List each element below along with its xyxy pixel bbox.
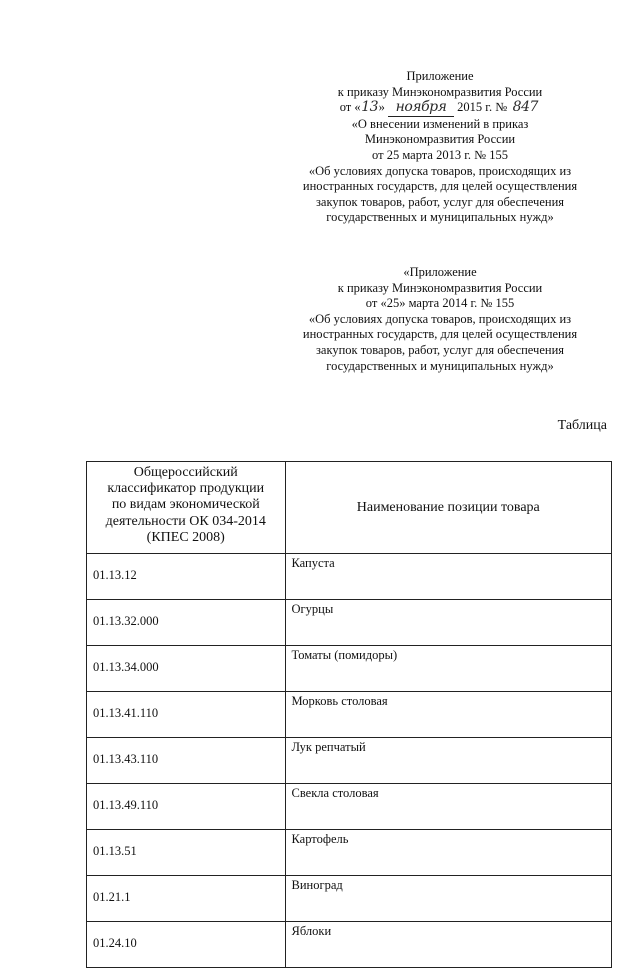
original-appendix-header [280, 265, 600, 374]
header-code-line-2: классификатор продукции [107, 481, 265, 497]
header-code-line-3: по видам экономической [111, 497, 260, 513]
row-name: Капуста [285, 554, 612, 600]
subject-line-1: «Об условиях допуска товаров, происходящих из [308, 163, 572, 178]
header-code-line-5: (КПЕС 2008) [146, 529, 225, 545]
handwritten-day: 13 [361, 99, 379, 116]
orig-subject-4: государственных и муниципальных нужд» [326, 358, 554, 373]
subject-line-4: государственных и муниципальных нужд» [326, 210, 554, 225]
date-year: 2015 г. № [457, 100, 508, 115]
table-row [87, 692, 612, 738]
handwritten-month: ноября [388, 100, 454, 117]
table-row [87, 738, 612, 784]
header-code-line-4: деятельности ОК 034-2014 [105, 513, 266, 529]
orig-order-ref: к приказу Минэкономразвития России [337, 280, 543, 295]
table-row [87, 876, 612, 922]
orig-date: от «25» марта 2014 г. № 155 [365, 296, 515, 311]
row-name: Морковь столовая [285, 692, 612, 738]
appendix-order-ref: к приказу Минэкономразвития России [337, 84, 543, 99]
row-name: Картофель [285, 830, 612, 876]
date-prefix: от « [339, 100, 361, 115]
orig-subject-3: закупок товаров, работ, услуг для обеспечения [315, 342, 565, 357]
table-row [87, 600, 612, 646]
orig-subject-2: иностранных государств, для целей осуществления [302, 327, 578, 342]
amend-line-1: «О внесении изменений в приказ [351, 116, 529, 131]
subject-line-3: закупок товаров, работ, услуг для обеспечения [315, 194, 565, 209]
table-row [87, 784, 612, 830]
header-code-column [87, 462, 286, 554]
appendix-date-line [280, 100, 600, 117]
row-code: 01.13.34.000 [87, 646, 286, 692]
table-row [87, 922, 612, 968]
appendix-title: Приложение [406, 69, 474, 83]
row-name: Яблоки [285, 922, 612, 968]
handwritten-number: 847 [512, 99, 538, 116]
row-code: 01.21.1 [87, 876, 286, 922]
header-name-column: Наименование позиции товара [285, 462, 612, 554]
row-code: 01.13.32.000 [87, 600, 286, 646]
row-code: 01.13.41.110 [87, 692, 286, 738]
date-mid: » [378, 100, 385, 115]
row-code: 01.13.51 [87, 830, 286, 876]
row-code: 01.13.12 [87, 554, 286, 600]
table-row [87, 830, 612, 876]
row-code: 01.13.43.110 [87, 738, 286, 784]
table-row [87, 646, 612, 692]
goods-table [86, 461, 612, 968]
row-code: 01.13.49.110 [87, 784, 286, 830]
amend-line-3: от 25 марта 2013 г. № 155 [372, 147, 508, 162]
table-row [87, 554, 612, 600]
orig-subject-1: «Об условиях допуска товаров, происходящих из [308, 311, 572, 326]
appendix-header [280, 69, 600, 226]
row-name: Лук репчатый [285, 738, 612, 784]
table-header-row [87, 462, 612, 554]
amend-line-2: Минэкономразвития России [364, 132, 516, 147]
orig-appendix-title: «Приложение [403, 265, 477, 279]
header-code-line-1: Общероссийский [133, 465, 238, 480]
row-name: Виноград [285, 876, 612, 922]
row-name: Свекла столовая [285, 784, 612, 830]
subject-line-2: иностранных государств, для целей осуществления [302, 179, 578, 194]
row-code: 01.24.10 [87, 922, 286, 968]
row-name: Огурцы [285, 600, 612, 646]
table-label: Таблица [557, 418, 607, 433]
row-name: Томаты (помидоры) [285, 646, 612, 692]
